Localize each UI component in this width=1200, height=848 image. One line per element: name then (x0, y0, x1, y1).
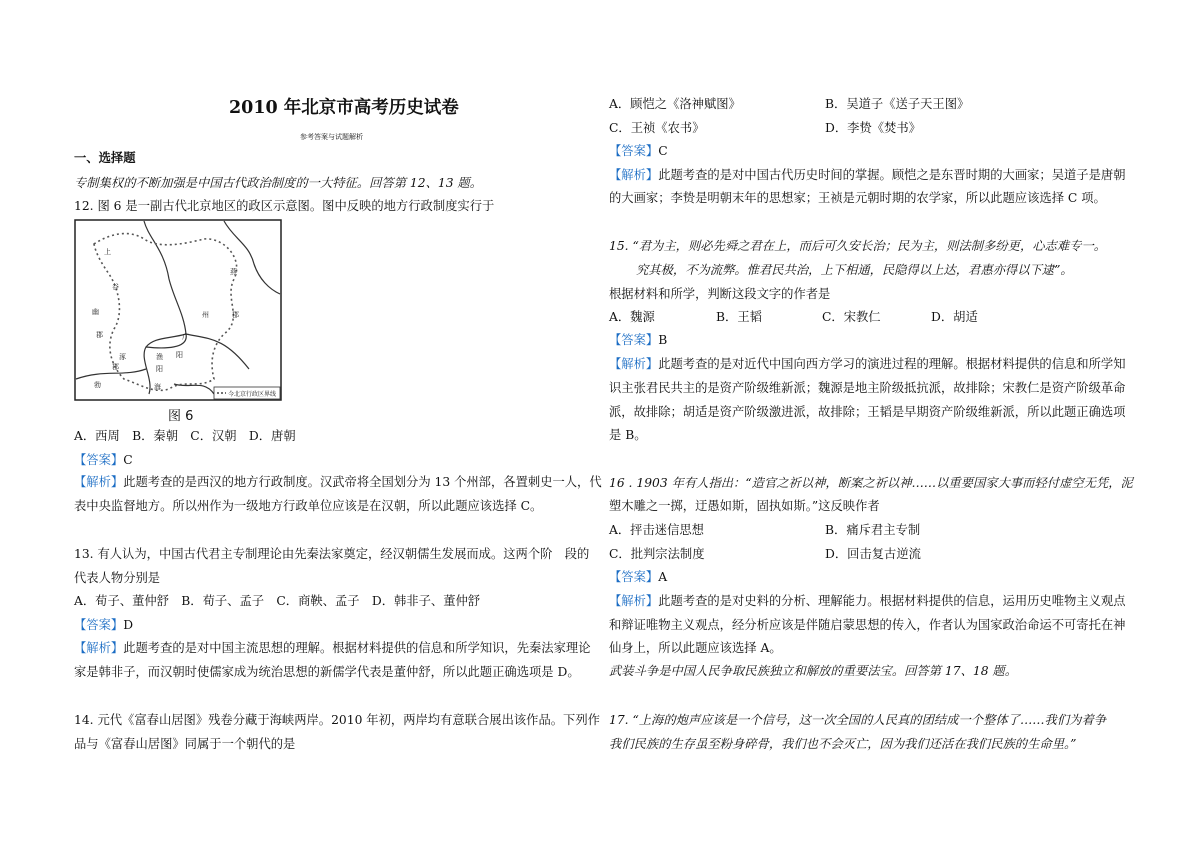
analysis-tag: 【解析】 (609, 357, 659, 371)
map-label: 海 (154, 383, 161, 391)
q14-answer (609, 143, 668, 159)
map-label: 郡 (112, 363, 119, 371)
analysis-text: 此题考查的是西汉的地方行政制度。汉武帝将全国划分为 13 个州部，各置刺史一人，代 (123, 475, 602, 489)
q14-stem: 14. 元代《富春山居图》残卷分藏于海峡两岸。2010 年初，两岸均有意联合展出该作品。下列作 (74, 713, 600, 727)
q16-option-a: A．抨击迷信思想 (609, 523, 704, 537)
q13-analysis-line (74, 640, 591, 656)
q16-analysis-line: 仙身上，所以此题应该选择 A。 (609, 641, 782, 655)
map-boundary (174, 384, 214, 394)
q16-option-c: C．批判宗法制度 (609, 547, 705, 561)
q16-stem: 塑木雕之一掷，迂愚如斯，固执如斯。”这反映作者 (609, 499, 880, 513)
q16-analysis-line (609, 593, 1126, 609)
q16-analysis-line: 和辩证唯物主义观点，经分析应该是伴随启蒙思想的传入，作者认为国家政治命运不可寄托在神 (609, 618, 1126, 632)
answer-tag: 【答案】 (609, 333, 659, 347)
q15-option-c: C．宋教仁 (822, 310, 881, 324)
section-heading: 一、选择题 (74, 150, 136, 165)
q15-stem: 究其极，不为流弊。惟君民共治，上下相通，民隐得以上达，君惠亦得以下逮”。 (636, 263, 1073, 277)
q13-options: A．荀子、董仲舒 B．荀子、孟子 C．商鞅、孟子 D．韩非子、董仲舒 (74, 594, 481, 608)
map-boundary (224, 221, 280, 294)
answer-tag: 【答案】 (609, 570, 659, 584)
q16-option-b: B．痛斥君主专制 (825, 523, 921, 537)
map-label: 燕 (230, 268, 237, 276)
map-legend-text: 今北京行政区界线 (228, 391, 277, 398)
q12-analysis-line: 表中央监督地方。所以州作为一级地方行政单位应该是在汉朝，所以此题应该选择 C。 (74, 499, 543, 513)
q15-stem: 15. “君为主，则必先舜之君在上，而后可久安长治；民为主，则法制多纷更，心志难专一。 (609, 239, 1107, 253)
q16-answer (609, 569, 667, 585)
analysis-tag: 【解析】 (74, 641, 124, 655)
map-label: 渔 (156, 353, 163, 361)
map-label: 涿 (119, 353, 126, 361)
q14-analysis-line (609, 167, 1126, 183)
q16-option-d: D．回击复古逆流 (825, 547, 921, 561)
answer-value: B (658, 333, 668, 347)
answer-tag: 【答案】 (609, 144, 659, 158)
map-boundary (144, 221, 186, 394)
answer-value: C (123, 453, 133, 467)
map-label: 上 (104, 248, 111, 256)
analysis-text: 此题考查的是对中国主流思想的理解。根据材料提供的信息和所学知识，先秦法家理论 (123, 641, 591, 655)
q14-stem: 品与《富春山居图》同属于一个朝代的是 (74, 737, 296, 751)
answer-tag: 【答案】 (74, 453, 124, 467)
q15-option-b: B．王韬 (716, 310, 762, 324)
q15-stem: 根据材料和所学，判断这段文字的作者是 (609, 287, 831, 301)
q15-answer (609, 332, 667, 348)
q14-option-a: A．顾恺之《洛神赋图》 (609, 97, 741, 111)
analysis-tag: 【解析】 (609, 168, 659, 182)
q13-answer (74, 617, 133, 633)
q15-analysis-line: 派，故排除；胡适是资产阶级激进派，故排除；王韬是早期资产阶级维新派，所以此题正确选项 (609, 405, 1126, 419)
q15-option-d: D．胡适 (931, 310, 978, 324)
q12-map-figure (74, 219, 282, 407)
q14-option-d: D．李贽《焚书》 (825, 121, 921, 135)
map-label: 阳 (156, 365, 163, 373)
q15-analysis-line (609, 356, 1126, 372)
map-boundary (76, 369, 146, 379)
page-subtitle: 参考答案与试题解析 (300, 133, 363, 141)
map-boundary (186, 334, 249, 369)
analysis-text: 此题考查的是对史料的分析、理解能力。根据材料提供的信息，运用历史唯物主义观点 (658, 594, 1126, 608)
map-label: 阳 (176, 351, 183, 359)
q14-analysis-line: 的大画家；李贽是明朝末年的思想家；王祯是元朝时期的农学家，所以此题应该选择 C 项。 (609, 191, 1106, 205)
analysis-text: 此题考查的是对中国古代历史时间的掌握。顾恺之是东晋时期的大画家；吴道子是唐朝 (658, 168, 1126, 182)
q14-option-c: C．王祯《农书》 (609, 121, 705, 135)
map-label: 广 (182, 333, 189, 341)
section-intro-next: 武装斗争是中国人民争取民族独立和解放的重要法宝。回答第 17、18 题。 (609, 664, 1018, 678)
q16-stem: 16 . 1903 年有人指出：“造官之祈以神，断案之祈以神……以重要国家大事而轻付虚空无凭，泥 (609, 476, 1133, 490)
map-label: 勃 (94, 381, 101, 389)
answer-tag: 【答案】 (74, 618, 124, 632)
q15-option-a: A．魏源 (609, 310, 655, 324)
q15-analysis-line: 是 B。 (609, 428, 647, 442)
map-label: 幽 (92, 308, 99, 316)
q17-stem: 17. “上海的炮声应该是一个信号，这一次全国的人民真的团结成一个整体了……我们为着争 (609, 713, 1107, 727)
analysis-tag: 【解析】 (74, 475, 124, 489)
q13-stem: 13. 有人认为，中国古代君主专制理论由先秦法家奠定，经汉朝儒生发展而成。这两个阶 段的 (74, 547, 590, 561)
q14-option-b: B．吴道子《送子天王图》 (825, 97, 970, 111)
q17-stem: 我们民族的生存虽至粉身碎骨，我们也不会灭亡，因为我们还活在我们民族的生命里。” (609, 737, 1077, 751)
q13-stem: 代表人物分别是 (74, 571, 161, 585)
page-title: 2010 年北京市高考历史试卷 (229, 98, 459, 118)
analysis-tag: 【解析】 (609, 594, 659, 608)
map-label: 谷 (112, 283, 119, 291)
answer-value: C (658, 144, 668, 158)
q12-options: A．西周 B．秦朝 C．汉朝 D．唐朝 (74, 429, 296, 443)
q15-analysis-line: 识主张君民共主的是资产阶级维新派；魏源是地主阶级抵抗派，故排除；宋教仁是资产阶级革命 (609, 381, 1126, 395)
answer-value: A (658, 570, 668, 584)
q13-analysis-line: 家是韩非子，而汉朝时使儒家成为统治思想的新儒学代表是董仲舒，所以此题正确选项是 D。 (74, 665, 580, 679)
q12-stem: 12. 图 6 是一副古代北京地区的政区示意图。图中反映的地方行政制度实行于 (74, 199, 495, 213)
map-label: 州 (202, 311, 209, 319)
map-label: 郡 (232, 311, 239, 319)
q12-analysis-line (74, 474, 602, 490)
analysis-text: 此题考查的是对近代中国向西方学习的演进过程的理解。根据材料提供的信息和所学知 (658, 357, 1126, 371)
answer-value: D (123, 618, 134, 632)
map-label: 郡 (96, 331, 103, 339)
section-intro: 专制集权的不断加强是中国古代政治制度的一大特征。回答第 12、13 题。 (74, 176, 483, 190)
q12-answer (74, 452, 133, 468)
q12-figure-caption: 图 6 (168, 409, 194, 424)
